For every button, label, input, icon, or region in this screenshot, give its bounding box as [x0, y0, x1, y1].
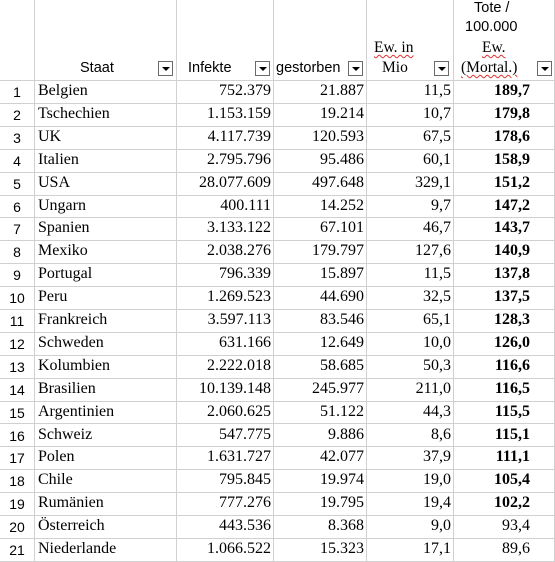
cell-infekte: 1.269.523 [207, 288, 271, 306]
cell-tote: 89,6 [502, 540, 530, 557]
filter-dropdown-gestorben[interactable] [348, 61, 363, 76]
cell-tote: 151,2 [494, 173, 530, 191]
cell-gestorben: 120.593 [312, 127, 364, 145]
cell-gestorben: 42.077 [320, 448, 364, 466]
cell-staat: Peru [38, 288, 68, 306]
cell-infekte: 28.077.609 [199, 173, 271, 191]
cell-tote: 126,0 [494, 333, 530, 351]
cell-infekte: 1.631.727 [207, 448, 271, 466]
cell-ew: 9,7 [431, 196, 451, 214]
grid-line [0, 263, 555, 264]
cell-ew: 8,6 [431, 425, 451, 443]
cell-infekte: 1.066.522 [207, 540, 271, 557]
cell-tote: 111,1 [495, 448, 530, 466]
row-number: 6 [13, 198, 21, 215]
cell-gestorben: 58.685 [320, 356, 364, 374]
row-number: 17 [9, 450, 25, 467]
row-number: 12 [9, 335, 25, 352]
filter-dropdown-infekte[interactable] [255, 61, 270, 76]
cell-infekte: 4.117.739 [207, 127, 271, 145]
grid-line [34, 0, 35, 561]
cell-staat: Portugal [38, 265, 93, 283]
header-tote-line4 [461, 59, 517, 77]
row-number: 10 [9, 290, 25, 307]
cell-tote: 116,6 [494, 356, 530, 374]
cell-gestorben: 67.101 [320, 219, 364, 237]
header-tote-line4-text: (Mortal.) [461, 59, 518, 76]
row-number: 15 [9, 404, 25, 421]
row-number: 2 [13, 106, 21, 123]
filter-dropdown-tote[interactable] [537, 61, 552, 76]
cell-tote: 147,2 [494, 196, 530, 214]
header-tote-line3 [482, 39, 506, 57]
cell-tote: 140,9 [494, 242, 530, 260]
header-tote-line2: 100.000 [465, 19, 518, 35]
cell-gestorben: 19.974 [320, 471, 364, 489]
cell-infekte: 443.536 [219, 517, 271, 535]
cell-infekte: 1.153.159 [207, 104, 271, 122]
cell-gestorben: 44.690 [320, 288, 364, 306]
cell-infekte: 2.038.276 [207, 242, 271, 260]
grid-line [0, 332, 555, 333]
cell-staat: Polen [38, 448, 75, 466]
cell-ew: 329,1 [415, 173, 451, 191]
grid-line [0, 309, 555, 310]
row-number: 20 [9, 519, 25, 536]
header-ew-line1-text: Ew. in [374, 39, 414, 56]
cell-infekte: 400.111 [220, 196, 271, 214]
header-ew-line1 [374, 39, 413, 57]
row-number: 1 [13, 84, 21, 100]
header-tote-line3-text: Ew. [482, 39, 506, 56]
cell-tote: 116,5 [494, 379, 530, 397]
cell-ew: 9,0 [431, 517, 451, 535]
row-number: 11 [9, 313, 25, 329]
cell-infekte: 3.597.113 [207, 311, 271, 328]
cell-tote: 128,3 [494, 311, 530, 328]
cell-infekte: 2.060.625 [207, 402, 271, 420]
row-number: 4 [13, 152, 21, 169]
cell-ew: 37,9 [423, 448, 451, 466]
row-number: 5 [13, 175, 21, 192]
cell-gestorben: 15.897 [320, 265, 364, 283]
row-number: 8 [13, 244, 21, 261]
cell-gestorben: 51.122 [320, 402, 364, 420]
cell-tote: 178,6 [494, 127, 530, 145]
cell-ew: 11,5 [423, 265, 451, 283]
grid-line [0, 446, 555, 447]
cell-gestorben: 179.797 [312, 242, 364, 260]
header-infekte: Infekte [188, 60, 232, 76]
cell-infekte: 795.845 [219, 471, 271, 489]
cell-staat: Italien [38, 150, 79, 168]
header-tote-line1: Tote / [474, 0, 510, 16]
cell-staat: Belgien [38, 82, 88, 99]
cell-staat: Spanien [38, 219, 90, 237]
cell-tote: 137,5 [494, 288, 530, 306]
cell-gestorben: 19.795 [320, 494, 364, 512]
cell-staat: UK [38, 127, 62, 145]
cell-infekte: 2.795.796 [207, 150, 271, 168]
cell-ew: 46,7 [423, 219, 451, 237]
cell-staat: Argentinien [38, 402, 115, 420]
cell-ew: 211,0 [415, 379, 451, 397]
cell-ew: 11,5 [423, 82, 451, 99]
cell-ew: 65,1 [423, 311, 451, 328]
cell-infekte: 631.166 [219, 333, 271, 351]
cell-tote: 93,4 [502, 517, 530, 535]
filter-dropdown-ew[interactable] [434, 61, 449, 76]
cell-tote: 115,1 [494, 425, 530, 443]
grid-line [0, 240, 555, 241]
cell-gestorben: 95.486 [320, 150, 364, 168]
row-number: 21 [9, 542, 25, 558]
row-number: 13 [9, 358, 25, 375]
cell-ew: 50,3 [423, 356, 451, 374]
cell-infekte: 777.276 [219, 494, 271, 512]
row-number: 14 [9, 381, 25, 398]
cell-infekte: 752.379 [219, 82, 271, 99]
cell-tote: 137,8 [494, 265, 530, 283]
cell-infekte: 547.775 [219, 425, 271, 443]
cell-staat: Mexiko [38, 242, 88, 260]
grid-line [0, 103, 555, 104]
cell-infekte: 796.339 [219, 265, 271, 283]
header-gestorben: gestorben [276, 60, 341, 76]
cell-ew: 10,7 [423, 104, 451, 122]
cell-ew: 32,5 [423, 288, 451, 306]
cell-gestorben: 9.886 [328, 425, 364, 443]
cell-staat: Niederlande [38, 540, 117, 557]
grid-line [0, 423, 555, 424]
cell-gestorben: 497.648 [312, 173, 364, 191]
cell-tote: 143,7 [494, 219, 530, 237]
cell-tote: 158,9 [494, 150, 530, 168]
grid-line [0, 515, 555, 516]
cell-gestorben: 14.252 [320, 196, 364, 214]
cell-gestorben: 245.977 [312, 379, 364, 397]
cell-ew: 10,0 [423, 333, 451, 351]
cell-gestorben: 15.323 [320, 540, 364, 557]
row-number: 3 [13, 129, 21, 146]
cell-staat: Rumänien [38, 494, 104, 512]
cell-tote: 115,5 [494, 402, 530, 420]
cell-staat: USA [38, 173, 71, 191]
header-ew-line2: Mio [382, 59, 408, 76]
cell-infekte: 3.133.122 [207, 219, 271, 237]
cell-staat: Chile [38, 471, 73, 489]
cell-infekte: 10.139.148 [199, 379, 271, 397]
cell-ew: 19,4 [423, 494, 451, 512]
cell-staat: Frankreich [38, 311, 108, 328]
cell-gestorben: 83.546 [320, 311, 364, 328]
grid-line [0, 286, 555, 287]
cell-gestorben: 8.368 [328, 517, 364, 535]
cell-staat: Tschechien [38, 104, 110, 122]
row-number: 16 [9, 427, 25, 444]
cell-ew: 44,3 [423, 402, 451, 420]
cell-ew: 19,0 [423, 471, 451, 489]
cell-ew: 127,6 [415, 242, 451, 260]
cell-tote: 179,8 [494, 104, 530, 122]
cell-tote: 102,2 [494, 494, 530, 512]
grid-line [0, 492, 555, 493]
cell-ew: 67,5 [423, 127, 451, 145]
cell-gestorben: 12.649 [320, 333, 364, 351]
cell-staat: Brasilien [38, 379, 96, 397]
row-number: 9 [13, 267, 21, 284]
cell-gestorben: 19.214 [320, 104, 364, 122]
grid-line [0, 538, 555, 539]
filter-dropdown-staat[interactable] [158, 61, 173, 76]
cell-staat: Kolumbien [38, 356, 110, 374]
cell-infekte: 2.222.018 [207, 356, 271, 374]
header-staat: Staat [80, 60, 114, 76]
grid-line [0, 217, 555, 218]
cell-ew: 17,1 [423, 540, 451, 557]
cell-staat: Schweden [38, 333, 104, 351]
cell-staat: Österreich [38, 517, 105, 535]
cell-gestorben: 21.887 [320, 82, 364, 99]
row-number: 18 [9, 473, 25, 490]
row-number: 7 [13, 221, 21, 238]
grid-line [0, 80, 555, 81]
cell-tote: 105,4 [494, 471, 530, 489]
cell-staat: Ungarn [38, 196, 86, 214]
cell-ew: 60,1 [423, 150, 451, 168]
cell-tote: 189,7 [494, 82, 530, 99]
grid-line [0, 469, 555, 470]
cell-staat: Schweiz [38, 425, 93, 443]
row-number: 19 [9, 496, 25, 513]
